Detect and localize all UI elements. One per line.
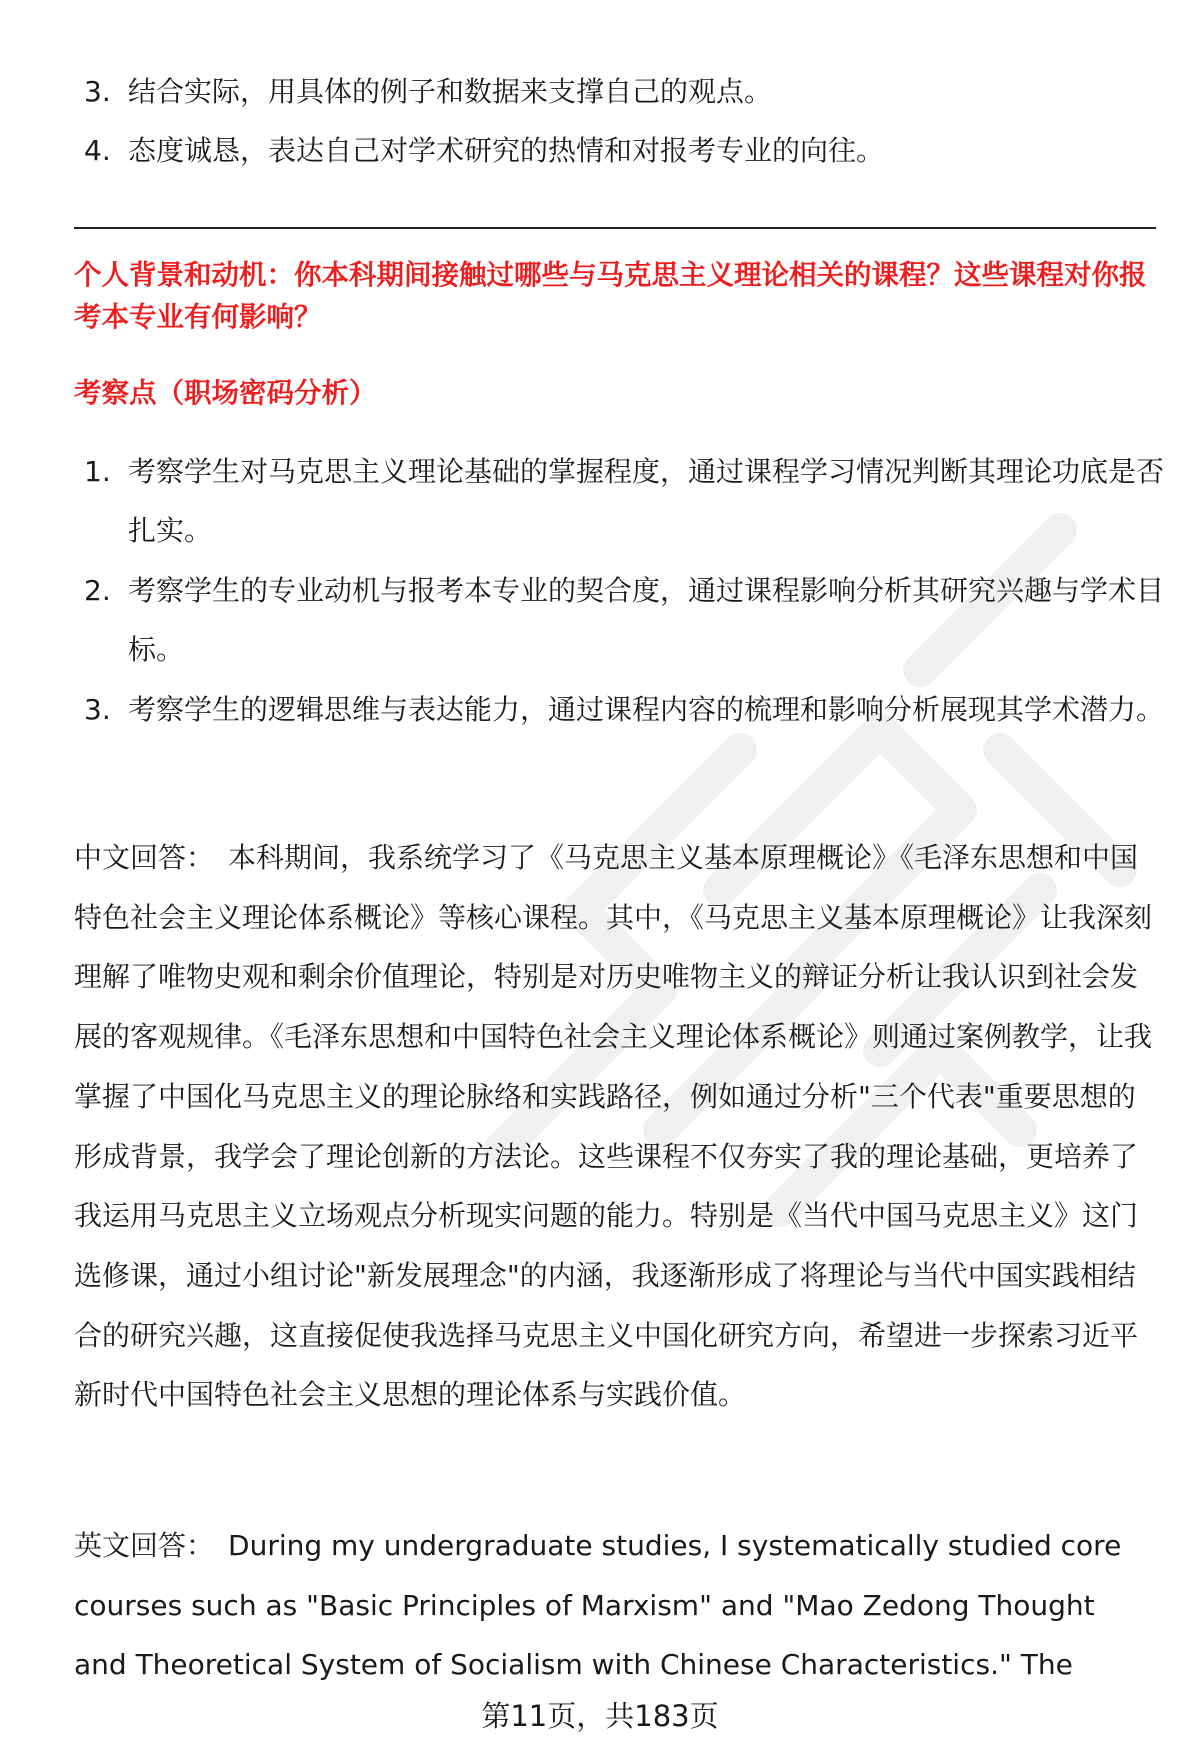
list-item <box>84 680 1164 739</box>
chinese-answer-text: 本科期间，我系统学习了《马克思主义基本原理概论》《毛泽东思想和中国特色社会主义理论体系概论》等核心课程。其中，《马克思主义基本原理概论》让我深刻理解了唯物史观和剩余价值理论，特别是对历史唯物主义的辩证分析让我认识到社会发展的客观规律。《毛泽东思想和中国特色社会主义理论体系概论》则通过案例教学，让我掌握了中国化马克思主义的理论脉络和实践路径，例如通过分析"三个代表"重要思想的形成背景，我学会了理论创新的方法论。这些课程不仅夯实了我的理论基础，更培养了我运用马克思主义立场观点分析现实问题的能力。特别是《当代中国马克思主义》这门选修课，通过小组讨论"新发展理念"的内涵，我逐渐形成了将理论与当代中国实践相结合的研究兴趣，这直接促使我选择马克思主义中国化研究方向，希望进一步探索习近平新时代中国特色社会主义思想的理论体系与实践价值。 <box>74 841 1153 1412</box>
list-number: 1. <box>84 455 111 488</box>
list-item <box>84 121 1164 180</box>
section-divider <box>74 227 1156 229</box>
list-number: 3. <box>84 75 111 108</box>
english-answer <box>74 1516 1154 1695</box>
english-answer-text: During my undergraduate studies, I systematically studied core courses such as "Basic Principles of Marxism" and "Mao Zedong Thought and Theoretical System of Socialism with Chinese Characteristics." The <box>74 1529 1122 1682</box>
chinese-answer-label: 中文回答： <box>74 841 215 874</box>
chinese-answer <box>74 828 1162 1425</box>
list-text: 考察学生的专业动机与报考本专业的契合度，通过课程影响分析其研究兴趣与学术目标。 <box>128 574 1165 666</box>
page-footer: 第11页，共183页 <box>481 1699 719 1733</box>
list-number: 3. <box>84 693 111 726</box>
list-text: 结合实际，用具体的例子和数据来支撑自己的观点。 <box>128 75 773 108</box>
question-title: 个人背景和动机：你本科期间接触过哪些与马克思主义理论相关的课程？这些课程对你报考本专业有何影响？ <box>74 259 1147 333</box>
assessment-heading: 考察点（职场密码分析） <box>74 377 377 409</box>
list-item <box>84 62 1164 121</box>
list-text: 考察学生的逻辑思维与表达能力，通过课程内容的梳理和影响分析展现其学术潜力。 <box>128 693 1165 726</box>
list-item <box>84 561 1164 679</box>
list-text: 态度诚恳，表达自己对学术研究的热情和对报考专业的向往。 <box>128 134 885 167</box>
list-item <box>84 442 1164 560</box>
list-number: 4. <box>84 134 111 167</box>
list-text: 考察学生对马克思主义理论基础的掌握程度，通过课程学习情况判断其理论功底是否扎实。 <box>128 455 1165 547</box>
english-answer-label: 英文回答： <box>74 1529 215 1562</box>
list-number: 2. <box>84 574 111 607</box>
